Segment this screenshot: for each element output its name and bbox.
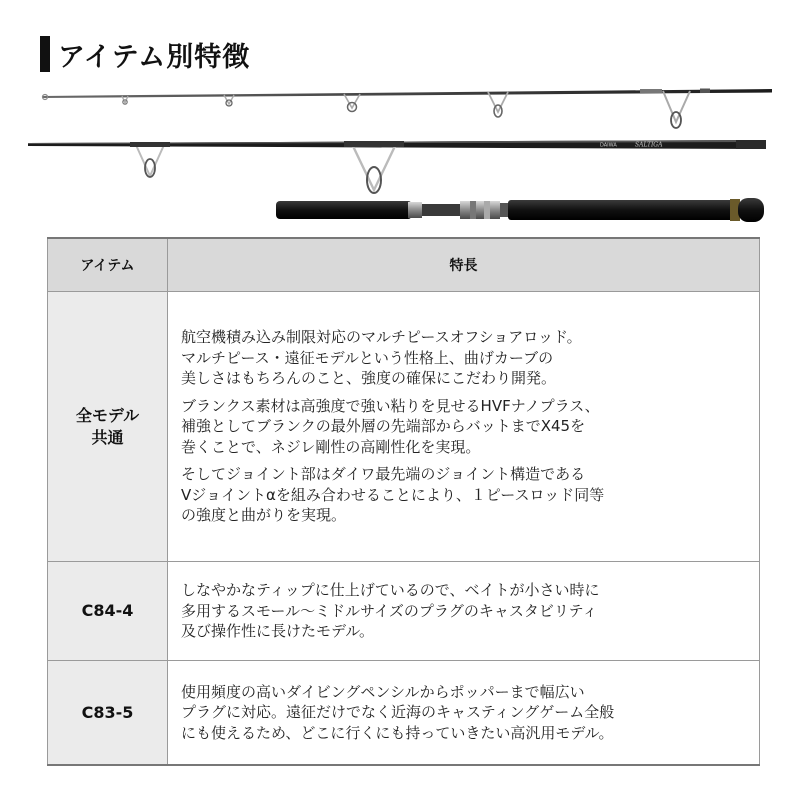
feature-cell: [168, 661, 760, 766]
feature-line: 多用するスモール～ミドルサイズのプラグのキャスタビリティ: [181, 601, 598, 620]
item-cell: [48, 562, 168, 661]
feature-line: マルチピース・遠征モデルという性格上、曲げカーブの: [181, 348, 554, 367]
feature-line: プラグに対応。遠征だけでなく近海のキャスティングゲーム全般: [181, 703, 615, 722]
item-label-line: 共通: [91, 427, 124, 447]
rod-tip-section: [42, 89, 772, 129]
header-feature: 特長: [168, 238, 760, 292]
item-label-line: C84-4: [81, 601, 134, 621]
feature-line: 及び操作性に長けたモデル。: [181, 622, 375, 641]
header-item: アイテム: [48, 238, 168, 292]
rod-butt-section: [276, 198, 764, 222]
section-title: アイテム別特徴: [58, 41, 251, 73]
item-label-line: C83-5: [81, 702, 134, 722]
feature-paragraph: [181, 327, 751, 389]
feature-line: そしてジョイント部はダイワ最先端のジョイント構造である: [181, 465, 586, 484]
heading-bar: [40, 36, 50, 72]
feature-paragraph: [181, 464, 751, 526]
table-row: [48, 292, 760, 562]
rod-middle-section: [28, 140, 766, 193]
feature-line: ブランクス素材は高強度で強い粘りを見せるHVFナノプラス、: [181, 396, 600, 415]
feature-paragraph: [181, 682, 751, 744]
item-cell: [48, 661, 168, 766]
table-header-row: [48, 238, 760, 292]
feature-paragraph: [181, 580, 751, 642]
rod-product-image: [0, 80, 800, 230]
brand-mark: DAIWA: [600, 142, 617, 149]
feature-cell: [168, 562, 760, 661]
feature-line: の強度と曲がりを実現。: [181, 506, 347, 525]
feature-line: Vジョイントαを組み合わせることにより、１ピースロッド同等: [181, 485, 605, 504]
feature-paragraph: [181, 396, 751, 458]
feature-line: 巻くことで、ネジレ剛性の高剛性化を実現。: [181, 437, 481, 456]
table-row: [48, 661, 760, 766]
feature-line: にも使えるため、どこに行くにも持っていきたい高汎用モデル。: [181, 723, 614, 742]
section-heading: [40, 36, 250, 72]
feature-line: 補強としてブランクの最外層の先端部からバットまでX45を: [181, 417, 586, 436]
feature-table: [47, 237, 760, 766]
feature-line: 美しさはもちろんのこと、強度の確保にこだわり開発。: [181, 369, 557, 388]
item-label-line: 全モデル: [75, 405, 140, 425]
feature-line: しなやかなティップに仕上げているので、ベイトが小さい時に: [181, 581, 600, 600]
table-row: [48, 562, 760, 661]
feature-cell: [168, 292, 760, 562]
item-cell: [48, 292, 168, 562]
feature-line: 使用頻度の高いダイビングペンシルからポッパーまで幅広い: [181, 682, 585, 701]
feature-line: 航空機積み込み制限対応のマルチピースオフショアロッド。: [181, 328, 582, 347]
model-mark: SALTIGA: [635, 141, 663, 149]
